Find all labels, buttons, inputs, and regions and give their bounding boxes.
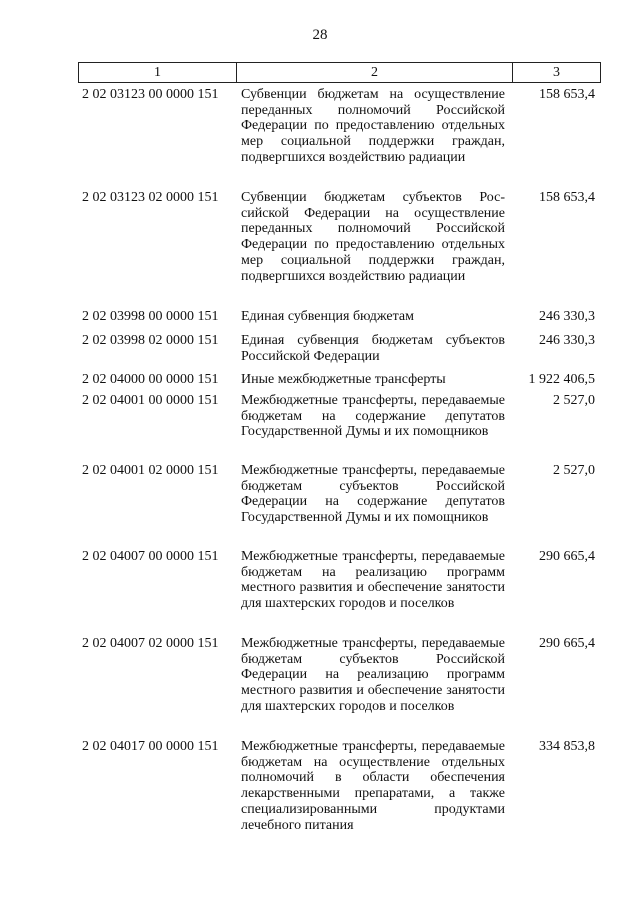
column-header-3: 3 [553,65,560,80]
amount: 290 665,4 [539,549,595,564]
income-description: Единая субвенция бюджетам [241,309,414,324]
amount: 290 665,4 [539,636,595,651]
amount: 246 330,3 [539,333,595,348]
amount: 246 330,3 [539,309,595,324]
income-description: Межбюджетные трансферты, передаваемые бюджетам на реализацию программ местного развития и обеспечение занятости для шахтерских городов и поселков [241,549,505,612]
budget-code: 2 02 03998 00 0000 151 [82,309,219,324]
column-header-2: 2 [237,63,513,82]
budget-code: 2 02 04001 00 0000 151 [82,393,219,408]
budget-code: 2 02 04017 00 0000 151 [82,739,219,754]
amount: 2 527,0 [553,393,595,408]
column-header-1: 1 [79,63,237,82]
amount: 158 653,4 [539,87,595,102]
page-number: 28 [312,27,328,43]
amount: 2 527,0 [553,463,595,478]
income-description: Межбюджетные трансферты, передаваемые бюджетам на содержание депутатов Государственной Думы и их помощников [241,393,505,440]
amount: 334 853,8 [539,739,595,754]
budget-code: 2 02 04001 02 0000 151 [82,463,219,478]
budget-code: 2 02 03123 02 0000 151 [82,190,219,205]
budget-code: 2 02 04007 00 0000 151 [82,549,219,564]
budget-code: 2 02 03123 00 0000 151 [82,87,219,102]
income-description: Субвенции бюджетам на осуществление переданных полномочий Российской Федерации по предоставлению отдельных мер социальной поддержки граждан, подвергшихся воздействию радиации [241,87,505,165]
income-description: Единая субвенция бюджетам субъектов Российской Федерации [241,333,505,364]
table-header [78,62,601,83]
amount: 158 653,4 [539,190,595,205]
income-description: Межбюджетные трансферты, передаваемые бюджетам субъектов Российской Федерации на содержание депутатов Государственной Думы и их помощников [241,463,505,526]
income-description: Иные межбюджетные трансферты [241,372,446,387]
budget-code: 2 02 04007 02 0000 151 [82,636,219,651]
amount: 1 922 406,5 [528,372,595,387]
income-description: Межбюджетные трансферты, передаваемые бюджетам субъектов Российской Федерации на реализацию программ местного развития и обеспечение занятости для шахтерских городов и поселков [241,636,505,714]
income-description: Межбюджетные трансферты, передаваемые бюджетам на осуществление отдельных полномочий в области обеспечения лекарственными препаратами, а также специализированными продуктами лечебного питания [241,739,505,833]
budget-code: 2 02 04000 00 0000 151 [82,372,219,387]
income-description: Субвенции бюджетам субъектов Российской Федерации на осуществление переданных полномочий Российской Федерации по предоставлению отдельных мер социальной поддержки граждан, подвергшихся воздействию радиации [241,190,505,284]
budget-code: 2 02 03998 02 0000 151 [82,333,219,348]
